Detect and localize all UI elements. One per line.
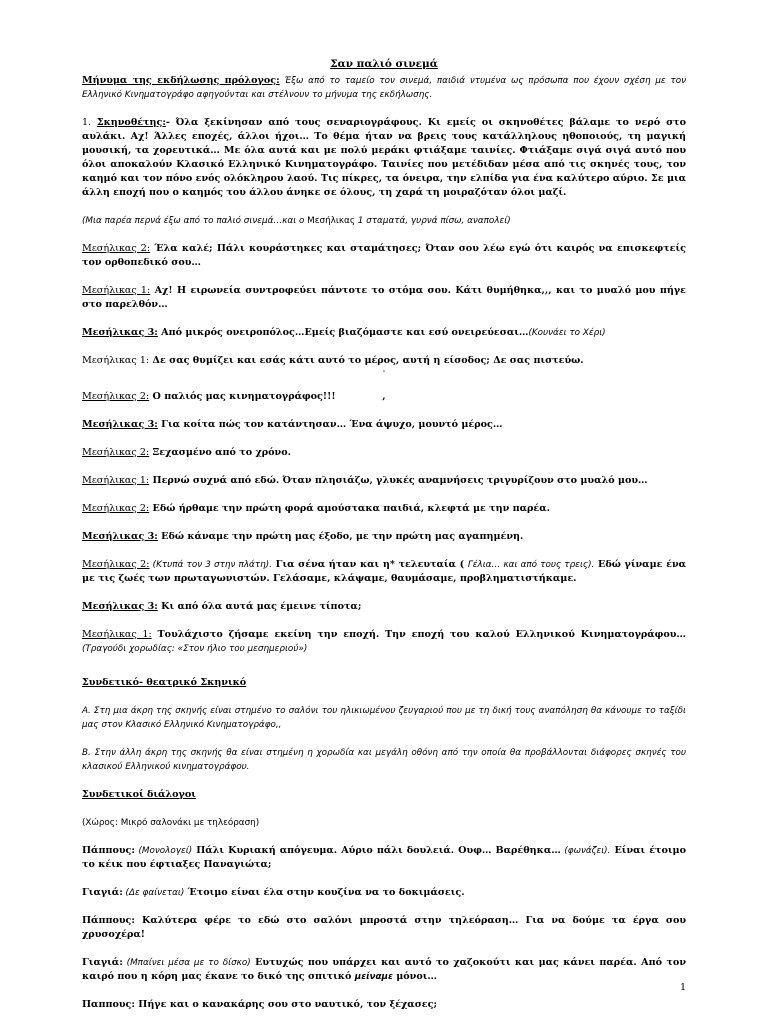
place-description: (Χώρος: Μικρό σαλονάκι με τηλεόραση) [82, 818, 260, 828]
line-direction: (φωνάζει). [560, 846, 611, 856]
line-direction: (Κτυπά τον 3 στην πλάτη). [149, 560, 272, 570]
line-emphasis: μείναμε [354, 972, 393, 982]
setting-a: Α. Στη μια άκρη της σκηνής είναι στημένο το σαλόνι του ηλικιωμένου ζευγαριού που με τη δική τους αναπόληση θα κάνουμε το ταξίδι μας στον Κλασικό Ελληνικό Κινηματογράφο,, [82, 706, 686, 730]
line-text: Εδώ ήρθαμε την πρώτη φορά αμούστακα παιδιά, κλεφτά με την παρέα. [149, 503, 550, 514]
page-number: 1 [680, 982, 687, 993]
section-heading-dialogues: Συνδετικοί διάλογοι [82, 789, 196, 800]
line-text: Ευτυχώς που υπάρχει και αυτό το χαζοκούτι και μας κάνει παρέα. Από τον καιρό που η κόρη μας έκανε το δικό της σπιτικό [82, 957, 686, 982]
line-text: μόνοι… [392, 971, 437, 982]
dialogue-line [82, 530, 686, 544]
line-text: Καλύτερα φέρε το εδώ στο σαλόνι μπροστά στην τηλεόραση… Για να δούμε τα έργα σου χρυσοχέρα! [82, 915, 686, 940]
director-label: Σκηνοθέτης: [96, 117, 166, 128]
line-text: Τουλάχιστο ζήσαμε εκείνη την εποχή. Την εποχή του καλού Ελληνικού Κινηματογράφου… [151, 629, 687, 640]
dialogue-line [82, 354, 686, 368]
dialogue-line [82, 390, 686, 404]
stage-direction-1 [82, 214, 686, 228]
line-text: Ξεχασμένο από το χρόνο. [149, 447, 291, 458]
director-text: - Όλα ξεκίνησαν από τους σεναριογράφους. Κι εμείς οι σκηνοθέτες βάλαμε το νερό στο αυλάκι. Αχ! Άλλες εποχές, άλλοι ήχοι… Το θέμα ήταν να βρεις τους κατάλληλους ηθοποιούς, τη μαγική μουσική, τα χορευτικά… Με όλα αυτά και με πολύ μεράκι φτιάξαμε ταινίες. Φτιάξαμε σιγά σιγά αυτό που όλοι αποκαλούν Κλασικό Ελληνικό Κινηματογράφο. Ταινίες που μετέδιδαν μέσα από τις σκηνές τους, τον καημό και τον πόνο ενός ολόκληρου λαού. Τις πίκρες, τα όνειρα, την ελπίδα για ένα καλύτερο αύριο. Σε μια άλλη εποχή που ο καημός του άλλου άνηκε σε όλους, τη χαρά τη μοιραζόταν όλοι μαζί. [82, 117, 686, 198]
speaker-label: Γιαγιά: [82, 887, 123, 898]
dialogue-line [82, 628, 686, 656]
stray-mark: ' [382, 369, 386, 378]
line-text: Είναι έτοιμο το κέικ που έφτιαξες Παναγιώτα; [82, 845, 686, 870]
speaker-label: Μεσήλικας 3: [82, 419, 158, 430]
speaker-label: Μεσήλικας 1: [82, 285, 151, 296]
line-text: Έτοιμο είναι έλα στην κουζίνα να το δοκιμάσεις. [184, 887, 465, 898]
line-text: Περνώ συχνά από εδώ. Όταν πλησιάζω, γλυκές αναμνήσεις τριγυρίζουν στο μυαλό μου… [149, 475, 648, 486]
speaker-label: Μεσήλικας 2: [82, 503, 150, 514]
speaker-label: Μεσήλικας 3: [82, 531, 158, 542]
line-direction: Γέλια… και από τους τρεις). [467, 560, 595, 570]
stage-text-a: (Μια παρέα περνά έξω από το παλιό σινεμά…και ο [82, 216, 308, 226]
dialogue-line [82, 600, 686, 614]
line-text: Από μικρός ονειροπόλος…Εμείς βιαζόμαστε και εσύ ονειρεύεσαι… [157, 327, 529, 338]
dialogue-line [82, 418, 686, 432]
speaker-label: Γιαγιά: [82, 957, 123, 968]
dialogue-line [82, 242, 686, 270]
speaker-label: Μεσήλικας 1: [82, 355, 150, 366]
dialogue-line [82, 326, 686, 340]
line-text: Έλα καλέ; Πάλι κουράστηκες και σταμάτησες; Όταν σου λέω εγώ ότι καιρός να επισκεφτείς τον ορθοπεδικό σου… [82, 243, 687, 268]
dialogue-line [82, 284, 686, 312]
line-text: Αχ! Η ειρωνεία συντροφεύει πάντοτε το στόμα σου. Κάτι θυμήθηκα,,, και το μυαλό μου πήγε στο παρελθόν… [82, 285, 686, 310]
intro-paragraph [82, 74, 686, 102]
speaker-label: Μεσήλικας 1: [82, 475, 150, 486]
line-text: Εδώ κάναμε την πρώτη μας έξοδο, με την πρώτη μας αγαπημένη. [157, 531, 524, 542]
speaker-label: Μεσήλικας 3: [82, 601, 158, 612]
speaker-label: Μεσήλικας 2: [82, 559, 150, 570]
speaker-label: Πάππους: [82, 845, 135, 856]
line-text: Εδώ γίναμε ένα με τις ζωές των πρωταγωνιστών. Γελάσαμε, κλάψαμε, θαυμάσαμε, προβληματιστήκαμε. [82, 559, 686, 584]
dialogue-line [82, 998, 686, 1012]
dialogue-line [82, 886, 686, 900]
dialogue-line [82, 956, 686, 984]
stage-text-c: 1 σταματά, γυρνά πίσω, αναπολεί) [354, 216, 511, 226]
line-text: Πήγε και ο κανακάρης σου στο ναυτικό, τον ξέχασες; [134, 999, 437, 1010]
line-text: Δε σας θυμίζει και εσάς κάτι αυτό το μέρος, αυτή η είσοδος; Δε σας πιστεύω. [149, 355, 584, 366]
speaker-label: Πάππους: [82, 915, 135, 926]
speaker-label: Παππους: [82, 999, 135, 1010]
line-text: Για κοίτα πώς τον κατάντησαν… Ένα άψυχο, μουντό μέρος… [157, 419, 503, 430]
speaker-label: Μεσήλικας 1: [82, 629, 152, 640]
document-page [82, 58, 686, 1012]
intro-label: Μήνυμα της εκδήλωσης πρόλογος: [82, 75, 280, 86]
setting-b: Β. Στην άλλη άκρη της σκηνής θα είναι στημένη η χορωδία και μεγάλη οθόνη από την οποία θα προβάλλονται διάφορες σκηνές του κλασικού Ελληνικού κινηματογράφου. [82, 748, 686, 772]
line-text: Πάλι Κυριακή απόγευμα. Αύριο πάλι δουλειά. Ουφ… Βαρέθηκα… [192, 845, 561, 856]
intro-text: Έξω από το ταμείο τον σινεμά, παιδιά ντυμένα ως πρόσωπα που έχουν σχέση με τον Ελληνικό Κινηματογράφο αφηγούνται και στέλνουν το μήνυμα της εκδήλωσης. [82, 76, 687, 100]
line-direction: (Κουνάει το Χέρι) [528, 328, 606, 338]
line-trail: , [335, 391, 386, 402]
document-title: Σαν παλιό σινεμά [330, 58, 438, 70]
line-direction: (Τραγούδι χορωδίας: «Στον ήλιο του μεσημεριού») [82, 644, 308, 654]
speaker-label: Μεσήλικας 2: [82, 391, 150, 402]
line-direction: (Μπαίνει μέσα με το δίσκο) [122, 958, 251, 968]
line-direction: (Δε φαίνεται) [122, 888, 185, 898]
line-text: Κι από όλα αυτά μας έμεινε τίποτα; [157, 601, 362, 612]
line-text: Για σένα ήταν και η* τελευταία ( [271, 559, 468, 570]
director-paragraph [82, 116, 686, 200]
dialogue-line [82, 446, 686, 460]
line-direction: (Μονολογεί) [134, 846, 193, 856]
dialogue-line [82, 474, 686, 488]
speaker-label: Μεσήλικας 2: [82, 447, 150, 458]
section-heading-setting: Συνδετικό- θεατρικό Σκηνικό [82, 677, 247, 688]
line-text: Ο παλιός μας κινηματογράφος!!! [149, 391, 336, 402]
dialogue-line [82, 502, 686, 516]
dialogue-line [82, 558, 686, 586]
stage-text-b: Μεσήλικας [307, 216, 355, 226]
dialogue-line [82, 914, 686, 942]
dialogue-line [82, 844, 686, 872]
speaker-label: Μεσήλικας 3: [82, 327, 158, 338]
speaker-label: Μεσήλικας 2: [82, 243, 151, 254]
director-number: 1. [82, 117, 97, 128]
